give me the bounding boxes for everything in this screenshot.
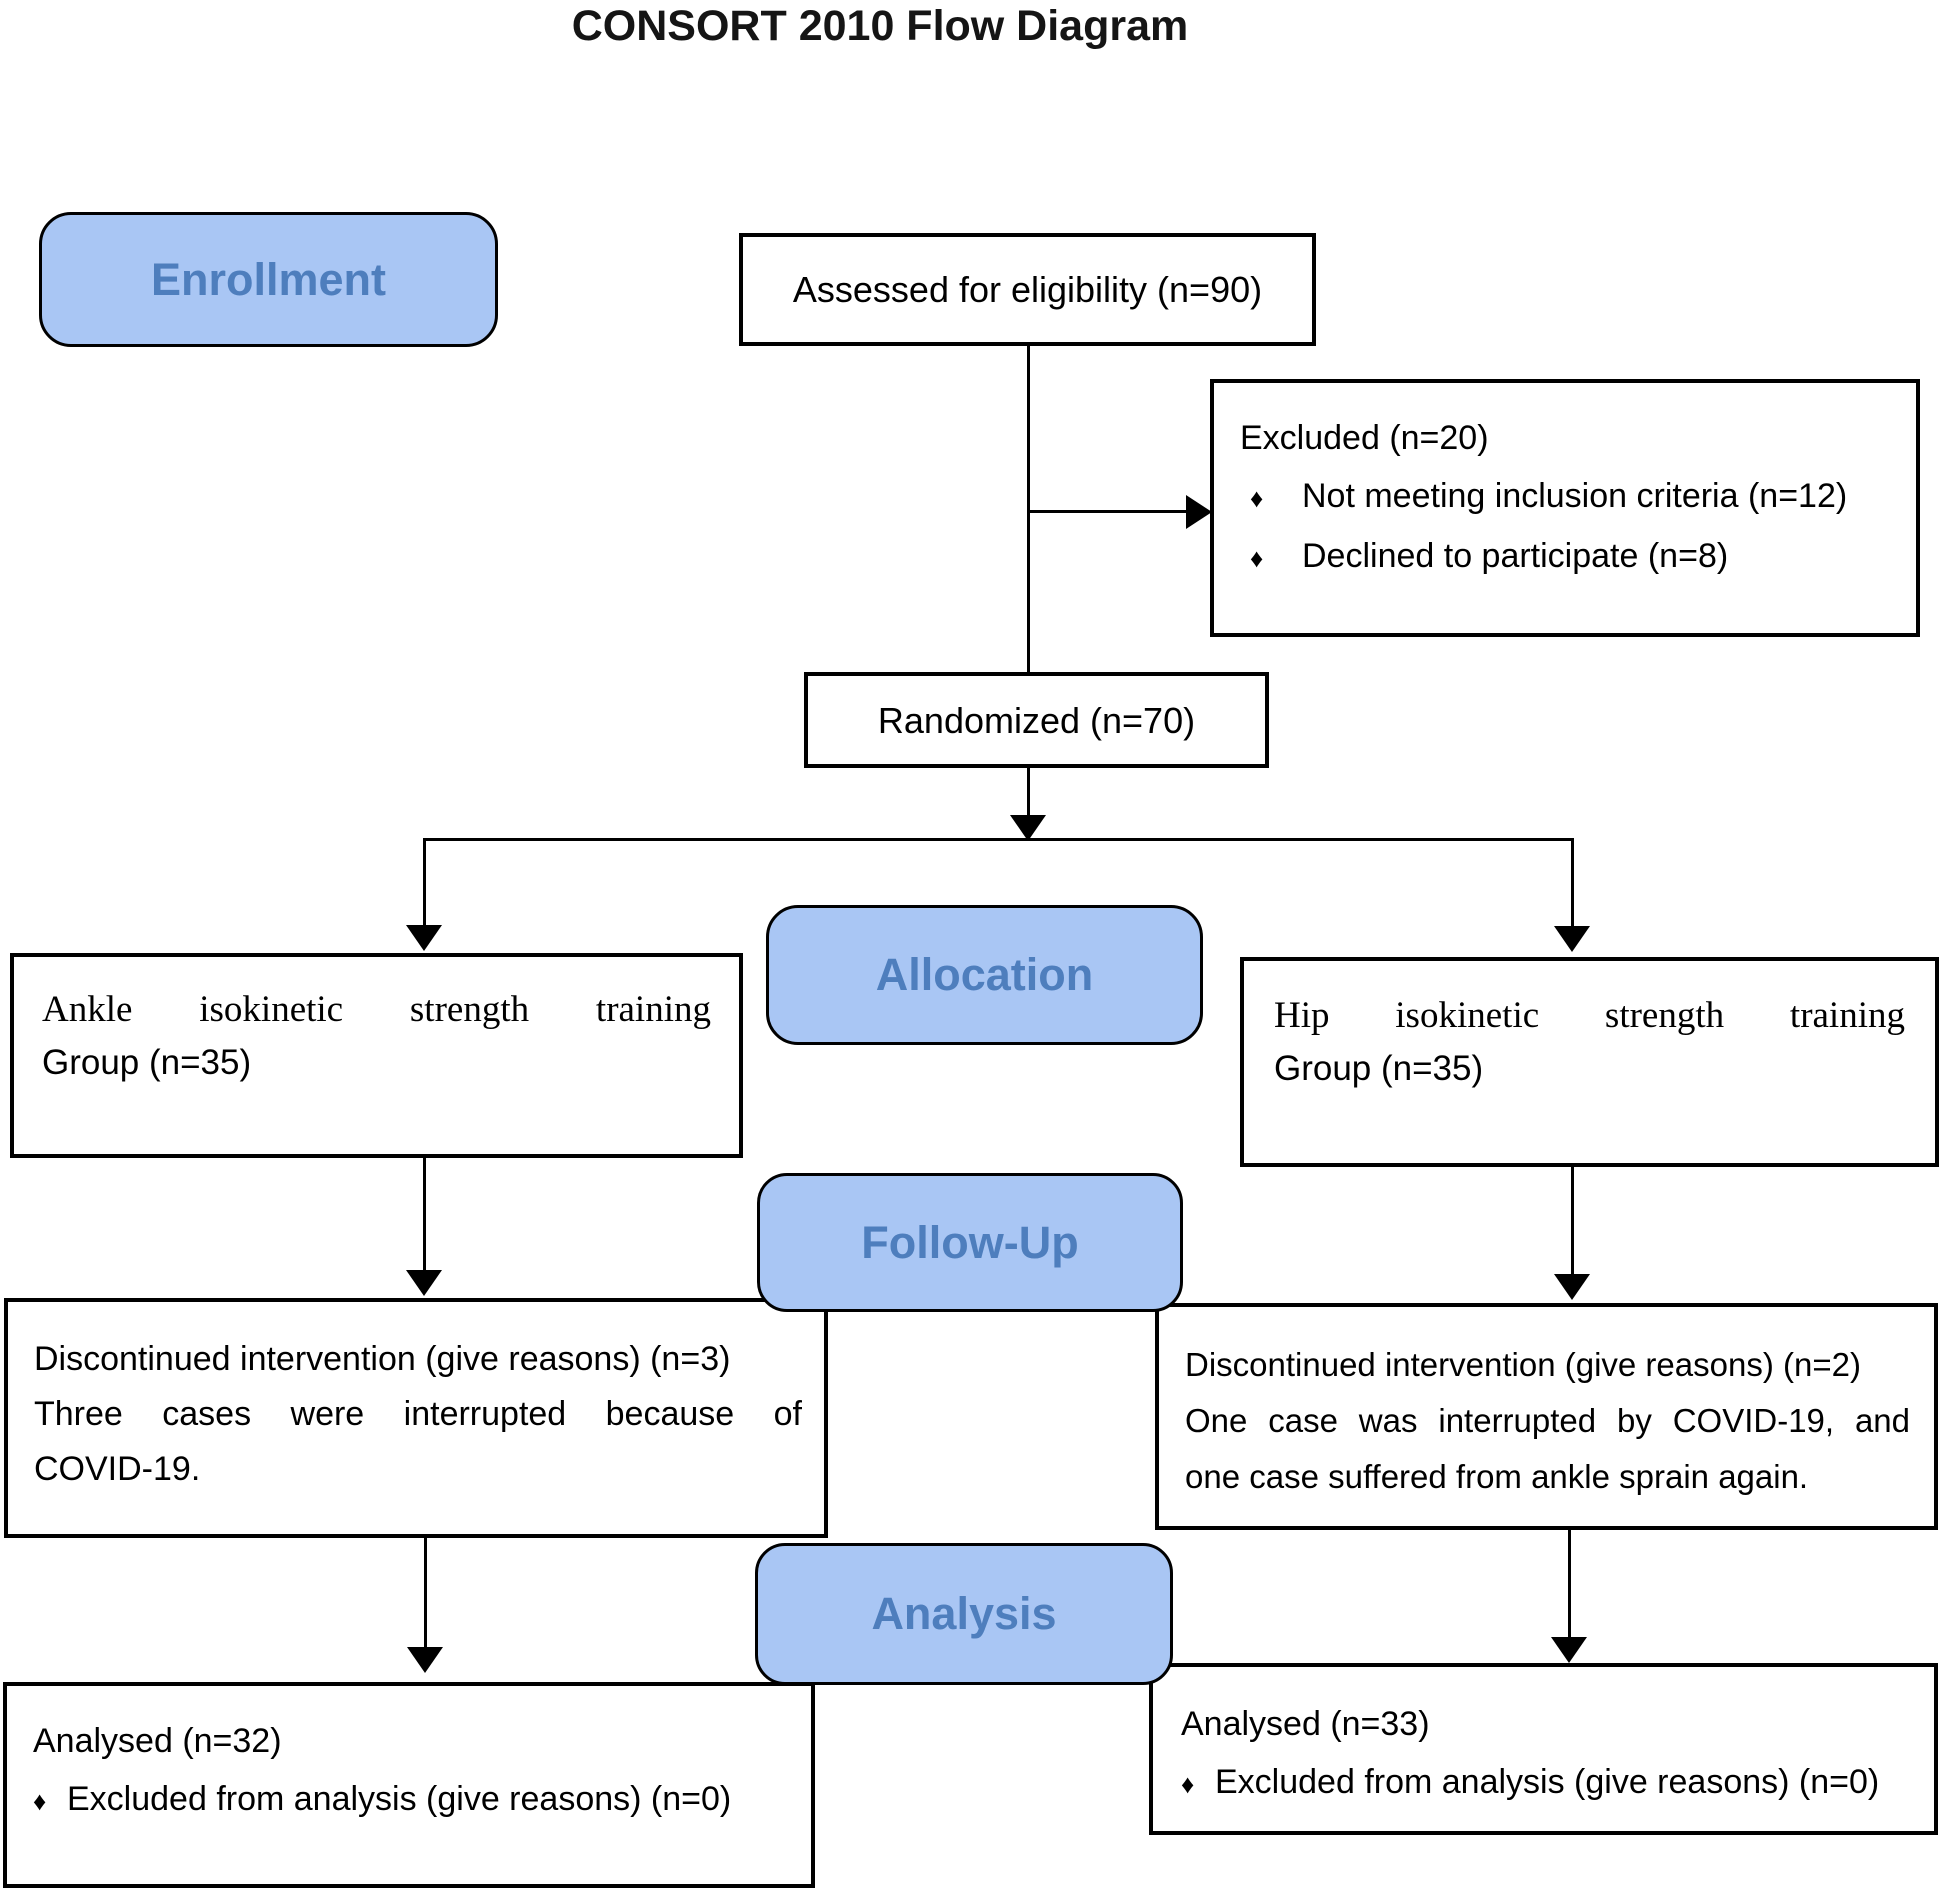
group-right-line1: Hip isokinetic strength training [1274, 995, 1905, 1036]
group-box-right [1240, 957, 1939, 1167]
connector-assessed-randomized [1027, 346, 1030, 672]
stage-pill-allocation-label: Allocation [875, 949, 1094, 1000]
arrowhead-analysed-right-icon [1551, 1637, 1587, 1663]
excluded-item-text: Not meeting inclusion criteria (n=12) [1302, 477, 1848, 515]
group-left-line2: Group (n=35) [42, 1043, 252, 1082]
analysed-left-title: Analysed (n=32) [33, 1722, 282, 1760]
stage-pill-enrollment-label: Enrollment [150, 253, 387, 305]
arrowhead-group-left-icon [406, 925, 442, 951]
group-left-line1: Ankle isokinetic strength training [42, 989, 711, 1030]
stage-pill-enrollment [39, 212, 498, 347]
analysed-right-item-text: Excluded from analysis (give reasons) (n=0) [1215, 1763, 1880, 1801]
excluded-item [1240, 467, 1896, 527]
analysed-right-item [1181, 1753, 1916, 1813]
connector-group-followup-right [1571, 1167, 1574, 1274]
analysed-box-right [1149, 1663, 1938, 1835]
connector-followup-analysis-right [1568, 1530, 1571, 1637]
connector-excluded-shaft [1028, 510, 1186, 513]
analysed-box-left [3, 1682, 815, 1888]
diamond-bullet-icon: ♦ [1250, 543, 1264, 573]
followup-right-line1: Discontinued intervention (give reasons) (n=2) [1185, 1346, 1861, 1383]
arrowhead-followup-right-icon [1554, 1274, 1590, 1300]
page-title: CONSORT 2010 Flow Diagram [571, 2, 1189, 50]
analysed-right-title: Analysed (n=33) [1181, 1705, 1430, 1743]
followup-box-right [1155, 1303, 1938, 1530]
assessed-box [739, 233, 1316, 346]
connector-group-followup-left [423, 1158, 426, 1270]
excluded-title: Excluded (n=20) [1240, 419, 1489, 457]
arrowhead-followup-left-icon [406, 1270, 442, 1296]
connector-followup-analysis-left [424, 1538, 427, 1647]
analysed-left-item-text: Excluded from analysis (give reasons) (n=0) [67, 1780, 732, 1818]
followup-right-line3: one case suffered from ankle sprain again. [1185, 1458, 1809, 1495]
group-right-line2: Group (n=35) [1274, 1049, 1484, 1088]
diamond-bullet-icon: ♦ [1250, 483, 1264, 513]
connector-branch-left [423, 838, 426, 925]
assessed-text: Assessed for eligibility (n=90) [792, 269, 1263, 310]
excluded-box [1210, 379, 1920, 637]
followup-left-line1: Discontinued intervention (give reasons) (n=3) [34, 1340, 731, 1378]
arrowhead-group-right-icon [1554, 926, 1590, 952]
arrowhead-excluded-icon [1186, 495, 1212, 529]
diamond-bullet-icon: ♦ [1181, 1769, 1195, 1799]
followup-left-line2: Three cases were interrupted because of [34, 1395, 802, 1433]
excluded-item [1240, 527, 1896, 587]
connector-branch-right [1571, 838, 1574, 926]
randomized-text: Randomized (n=70) [877, 699, 1196, 741]
followup-right-line2: One case was interrupted by COVID-19, and [1185, 1402, 1910, 1439]
stage-pill-allocation [766, 905, 1203, 1045]
excluded-item-text: Declined to participate (n=8) [1302, 537, 1729, 575]
diamond-bullet-icon: ♦ [33, 1786, 47, 1816]
stage-pill-followup [757, 1173, 1183, 1312]
followup-box-left [4, 1298, 828, 1538]
connector-randomized-branch [1027, 768, 1030, 817]
stage-pill-analysis-label: Analysis [871, 1588, 1057, 1639]
followup-left-line3: COVID-19. [34, 1450, 201, 1488]
arrowhead-analysed-left-icon [407, 1647, 443, 1673]
connector-branch-horizontal [423, 838, 1573, 841]
stage-pill-analysis [755, 1543, 1173, 1685]
randomized-box [804, 672, 1269, 768]
group-box-left [10, 953, 743, 1158]
stage-pill-followup-label: Follow-Up [861, 1216, 1079, 1268]
analysed-left-item [33, 1770, 793, 1830]
